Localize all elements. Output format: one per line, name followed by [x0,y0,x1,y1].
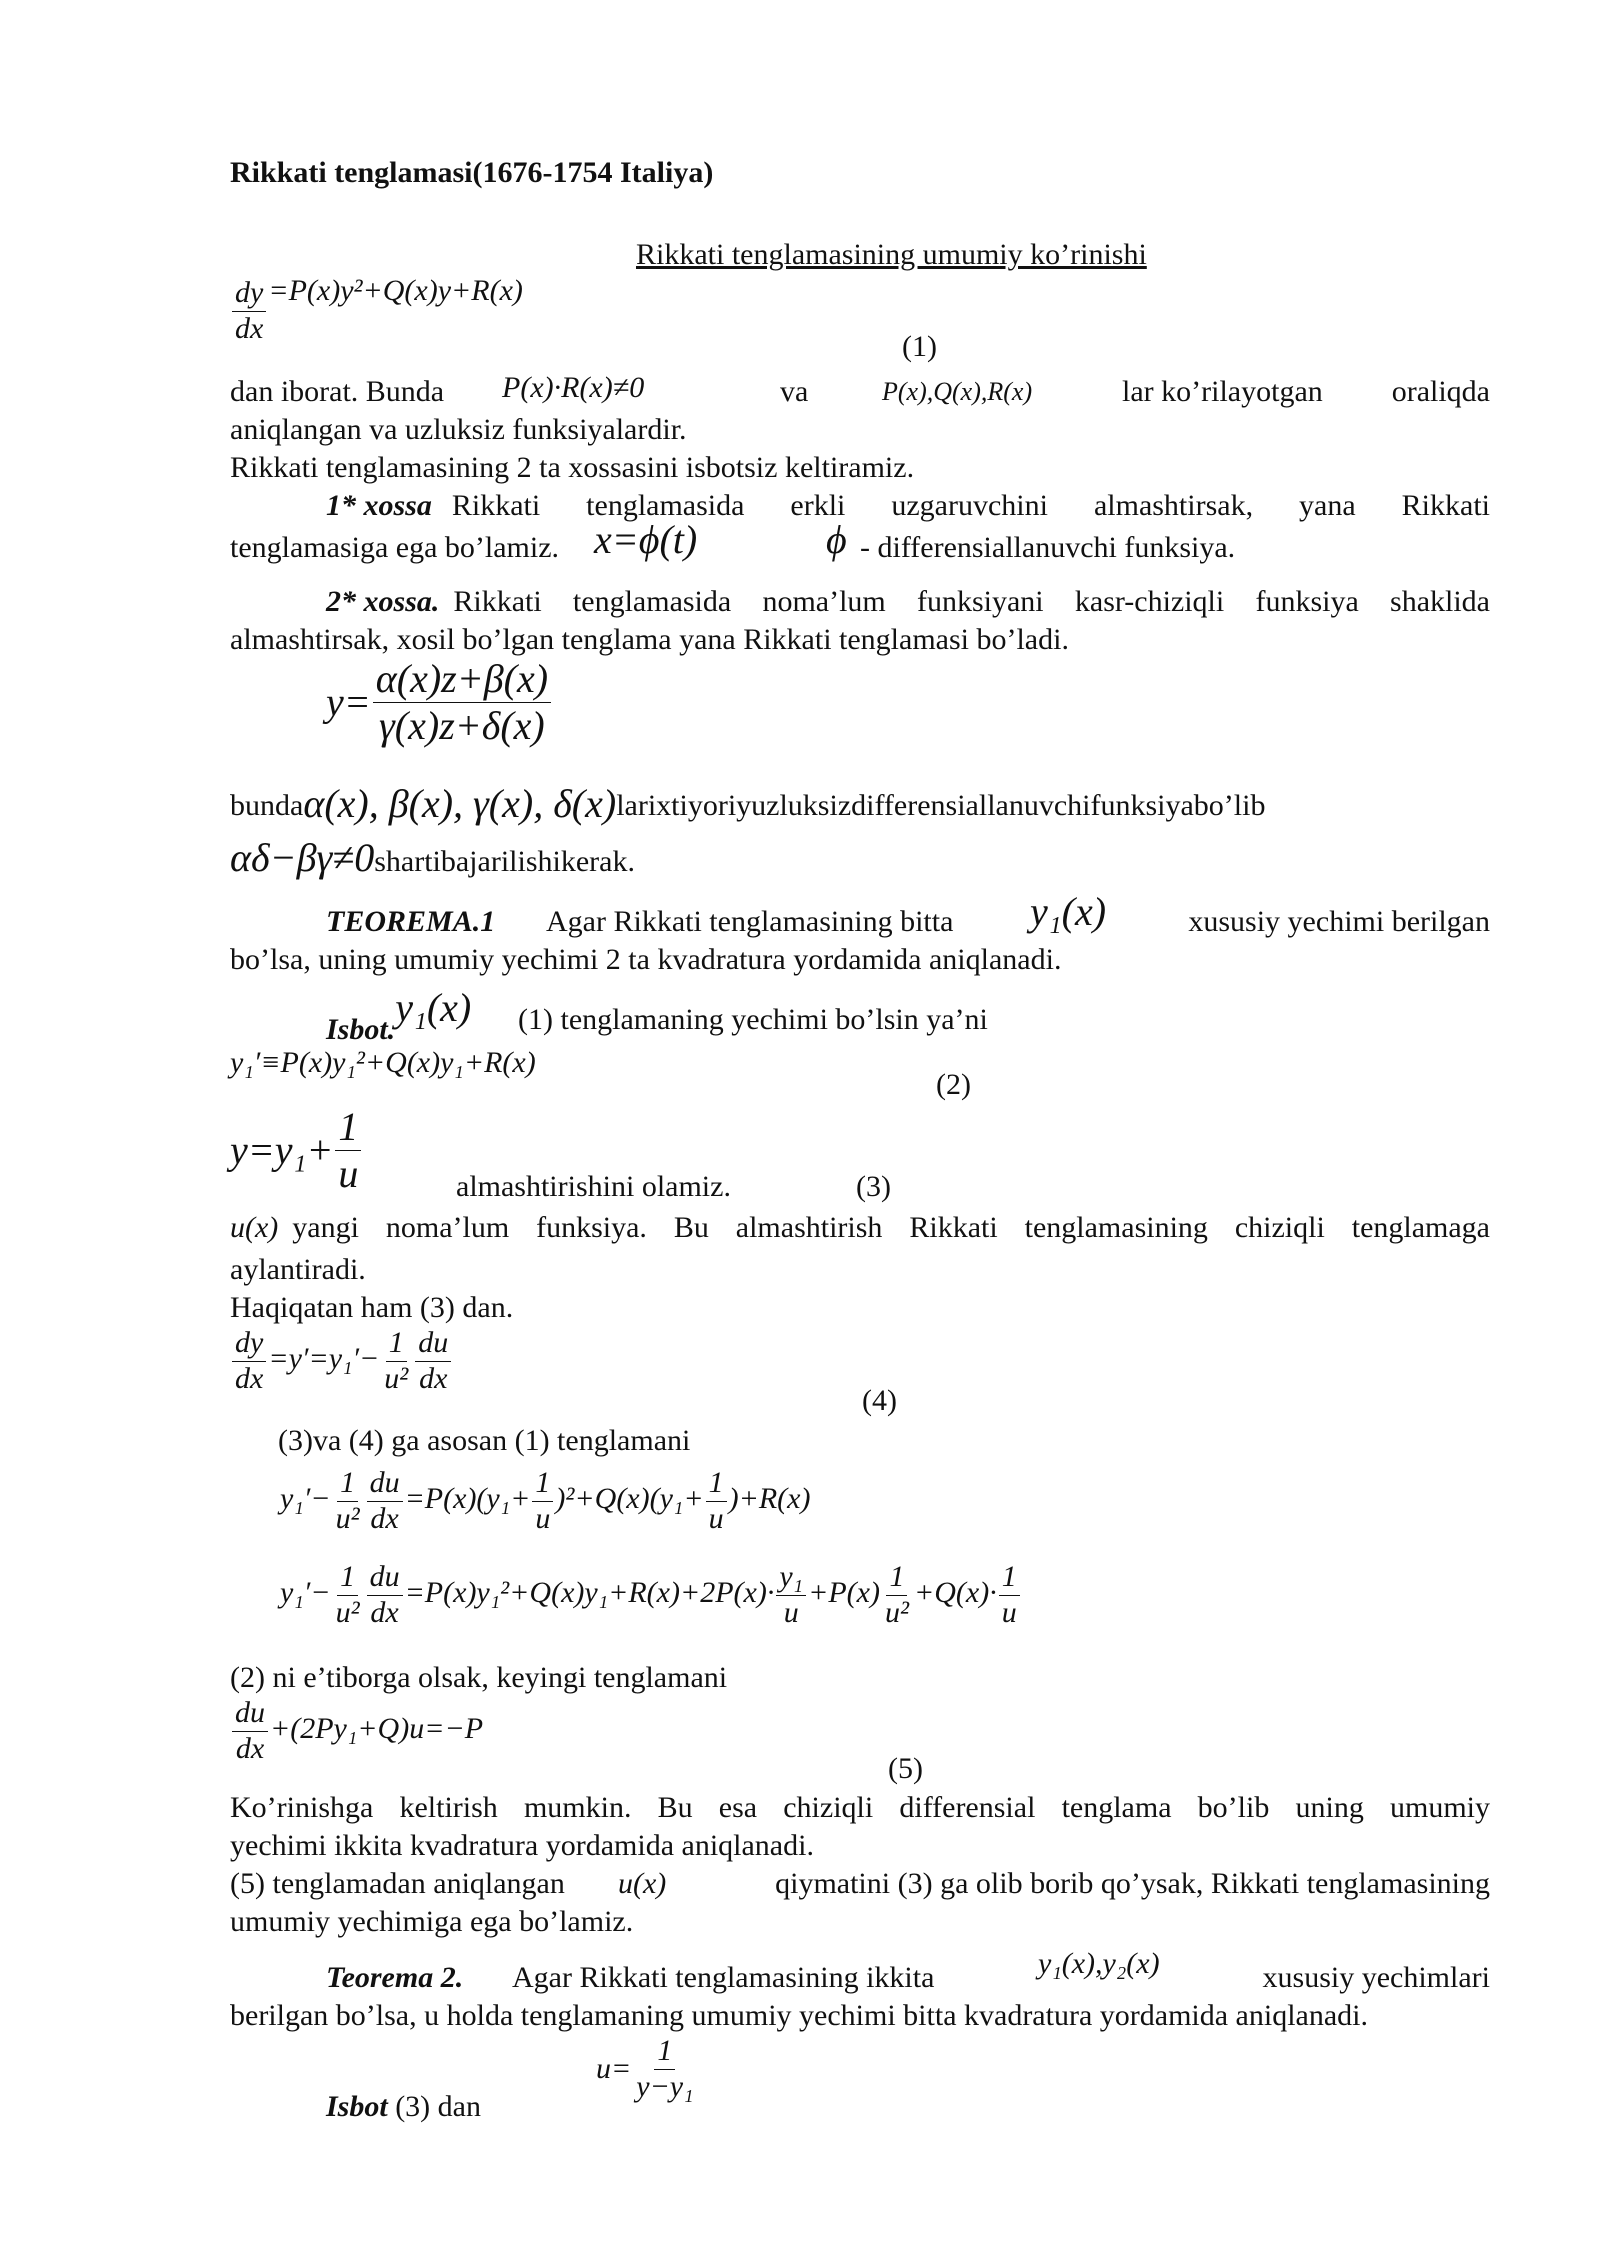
paragraph-4: (2) ni e’tiborga olsak, keyingi tenglamani [230,1661,728,1694]
paragraph-3: (3)va (4) ga asosan (1) tenglamani [278,1424,691,1457]
paragraph-2-line-3: Haqiqatan ham (3) dan. [230,1291,514,1324]
paragraph-5-line-4: umumiy yechimiga ega bo’lamiz. [230,1905,634,1938]
equation-5: y₁′− $\frac{1}{\text{u²}}$ $\frac{du}{dx}$ =P(x)(y₁+ $\frac{1}{u}$ )²+Q(x)(y₁+ $\frac{1}{u}$ )+R(x) [280,1466,811,1535]
theorem-2-u-formula: u= $\frac{1}{\text{y−y₁}}$ [596,2034,694,2103]
paragraph-1-line-3: Rikkati tenglamasining 2 ta xossasini isbotsiz keltiramiz. [230,451,915,484]
section-subtitle: Rikkati tenglamasining umumiy ko’rinishi [636,238,1147,271]
equation-4: $\frac{dy}{dx}$ =y′=y₁′− $\frac{1}{\text{u²}}$ $\frac{du}{dx}$ [230,1326,453,1396]
theorem-1-line-1: TEOREMA.1 Agar Rikkati tenglamasining bitta y₁(x) xususiy yechimi berilgan [326,889,1490,938]
equation-3: y=y₁+ $\frac{1}{u}$ [230,1104,363,1197]
theorem-2-line-2: berilgan bo’lsa, u holda tenglamaning umumiy yechimi bitta kvadratura yordamida aniqlanadi. [230,1999,1369,2032]
equation-1-number: (1) [902,330,937,363]
paragraph-2-line-2: aylantiradi. [230,1253,366,1286]
equation-3-number: (3) [856,1170,891,1203]
paragraph-5-line-1: Ko’rinishga keltirish mumkin. Bu esa chiziqli differensial tenglama bo’lib uning umumiy [230,1791,1490,1824]
equation-2-number: (2) [936,1068,971,1101]
equation-2: y₁′≡P(x)y₁²+Q(x)y₁+R(x) [230,1046,536,1079]
property-1-line-1: 1* xossa Rikkati tenglamasida erkli uzgaruvchini almashtirsak, yana Rikkati [326,489,1490,522]
equation-3-text: almashtirishini olamiz. [456,1170,731,1203]
equation-6: y₁′− $\frac{1}{\text{u²}}$ $\frac{du}{dx}$ =P(x)y₁²+Q(x)y₁+R(x)+2P(x)· $\frac{\text{y₁}}{u}$ +P(x) $\frac{1}{\text{u²}}$ +Q(x)· $\frac{1}{u}$ [280,1560,1022,1630]
theorem-1-line-2: bo’lsa, uning umumiy yechimi 2 ta kvadratura yordamida aniqlanadi. [230,943,1062,976]
theorem-2-proof: Isbot (3) dan [326,2090,481,2123]
equation-1: $\frac{dy}{dx}$ =P(x)y²+Q(x)y+R(x) [230,274,523,346]
paragraph-1-line-1: dan iborat. Bunda P(x)·R(x)≠0 va P(x),Q(x),R(x) lar ko’rilayotgan oraliqda [230,371,1490,408]
equation-5-linear: $\frac{du}{dx}$ +(2Py₁+Q)u=−P [230,1696,483,1766]
fractional-substitution: y= $\frac{\alpha(x)z+\beta(x)}{\gamma(x)z+\delta(x)}$ [326,656,553,749]
theorem-1-proof: Isbot.y₁(x) (1) tenglamaning yechimi bo’lsin ya’ni [326,985,988,1046]
paragraph-5-line-2: yechimi ikkita kvadratura yordamida aniqlanadi. [230,1829,814,1862]
property-2-line-1: 2* xossa. Rikkati tenglamasida noma’lum funksiyani kasr-chiziqli funksiya shaklida [326,585,1490,618]
paragraph-5-line-3: (5) tenglamadan aniqlangan u(x) qiymatini (3) ga olib borib qo’ysak, Rikkati tenglamasining [230,1867,1490,1900]
paragraph-2-line-1: u(x) yangi noma’lum funksiya. Bu almashtirish Rikkati tenglamasining chiziqli tenglamaga [230,1211,1490,1244]
property-1-line-2: tenglamasiga ega bo’lamiz. x=ϕ(t) ϕ - differensiallanuvchi funksiya. [230,517,1236,564]
property-2-condition: αδ−βγ≠0shartibajarilishikerak. [230,835,635,880]
equation-5-number: (5) [888,1752,923,1785]
paragraph-1-line-2: aniqlangan va uzluksiz funksiyalardir. [230,413,687,446]
theorem-2-line-1: Teorema 2. Agar Rikkati tenglamasining ikkita y₁(x),y₂(x) xususiy yechimlari [326,1947,1490,1994]
equation-4-number: (4) [862,1384,897,1417]
property-2-line-2: almashtirsak, xosil bo’lgan tenglama yana Rikkati tenglamasi bo’ladi. [230,623,1069,656]
property-2-condition-line: bundaα(x), β(x), γ(x), δ(x)larixtiyoriyuzluksizdifferensiallanuvchifunksiyabo’lib [230,781,1266,826]
page-title: Rikkati tenglamasi(1676-1754 Italiya) [230,156,714,189]
